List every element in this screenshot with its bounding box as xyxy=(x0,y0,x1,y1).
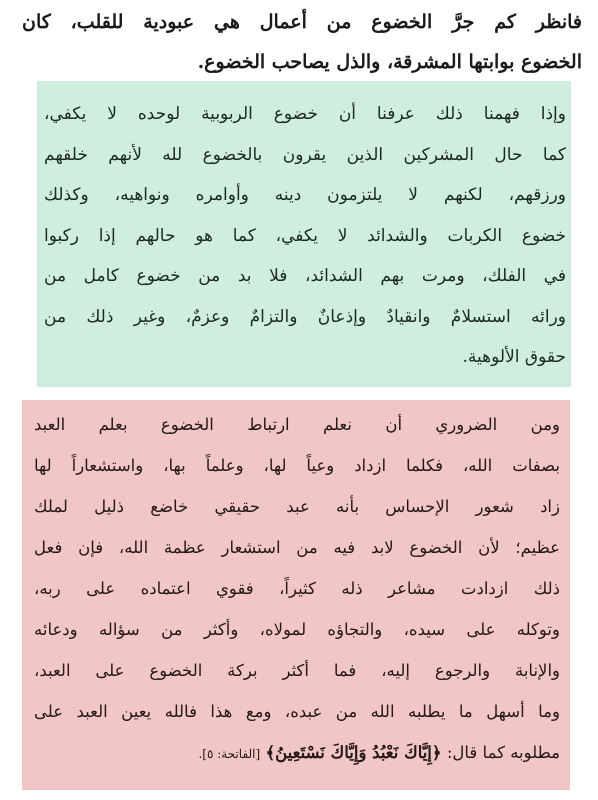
green-line-4: خضوع الكربات والشدائد لا يكفي، كما هو حالهم إذا ركبوا xyxy=(44,225,566,246)
intro-line-1: فانظر كم جرَّ الخضوع من أعمال هي عبودية للقلب، كان xyxy=(22,11,582,33)
green-line-3: ورزقهم، لكنهم لا يلتزمون دينه وأوامره ونواهيه، وكذلك xyxy=(44,185,566,205)
green-line-1: وإذا فهمنا ذلك عرفنا أن خضوع الربوبية لوحده لا يكفي، xyxy=(44,104,566,124)
red-line-7: والإنابة والرجوع إليه، فما أكثر بركة الخضوع على العبد، xyxy=(34,661,560,680)
intro-line-2: الخضوع بوابتها المشرقة، والذل يصاحب الخضوع. xyxy=(197,51,582,73)
red-highlighted-paragraph xyxy=(34,404,560,773)
red-line-1: ومن الضروري أن نعلم ارتباط الخضوع بعلم العبد xyxy=(34,415,560,434)
quran-reference: [الفاتحة: ٥]. xyxy=(198,747,261,761)
intro-paragraph xyxy=(22,2,582,82)
red-line-4: عظيم؛ لأن الخضوع لابد فيه من استشعار عظمة الله، فإن فعل xyxy=(34,538,560,557)
green-highlighted-paragraph xyxy=(44,94,566,378)
green-line-6: ورائه استسلامٌ وانقيادٌ وإذعانٌ والتزامٌ وعزمٌ، وغير ذلك من xyxy=(44,306,566,327)
green-line-2: كما حال المشركين الذين يقرون بالخضوع لله لأنهم خلقهم xyxy=(44,144,566,165)
red-line-6: وتوكله على سيده، والتجاؤه لمولاه، وأكثر من سؤاله ودعائه xyxy=(34,620,560,639)
green-line-7: حقوق الألوهية. xyxy=(462,347,566,367)
red-line-3: زاد شعور الإحساس بأنه عبد حقيقي خاضع ذليل لملك xyxy=(34,497,560,516)
red-line-5: ذلك ازدادت مشاعر ذله كثيراً، فقوي اعتماده على ربه، xyxy=(34,579,560,598)
red-line-2: بصفات الله، فكلما ازداد وعياً لها، وعلماً بها، واستشعاراً لها xyxy=(34,456,560,475)
quran-verse: ﴿إِيَّاكَ نَعْبُدُ وَإِيَّاكَ نَسْتَعِينُ﴾ xyxy=(265,743,442,762)
green-line-5: في الفلك، ومرت بهم الشدائد، فلا بد من خضوع كامل من xyxy=(44,266,566,286)
red-line-9-prefix: مطلوبه كما قال: xyxy=(446,743,560,762)
red-line-9 xyxy=(34,732,560,773)
red-line-8: وما أسهل ما يطلبه الله من عبده، ومع هذا فالله يعين العبد على xyxy=(34,702,560,721)
